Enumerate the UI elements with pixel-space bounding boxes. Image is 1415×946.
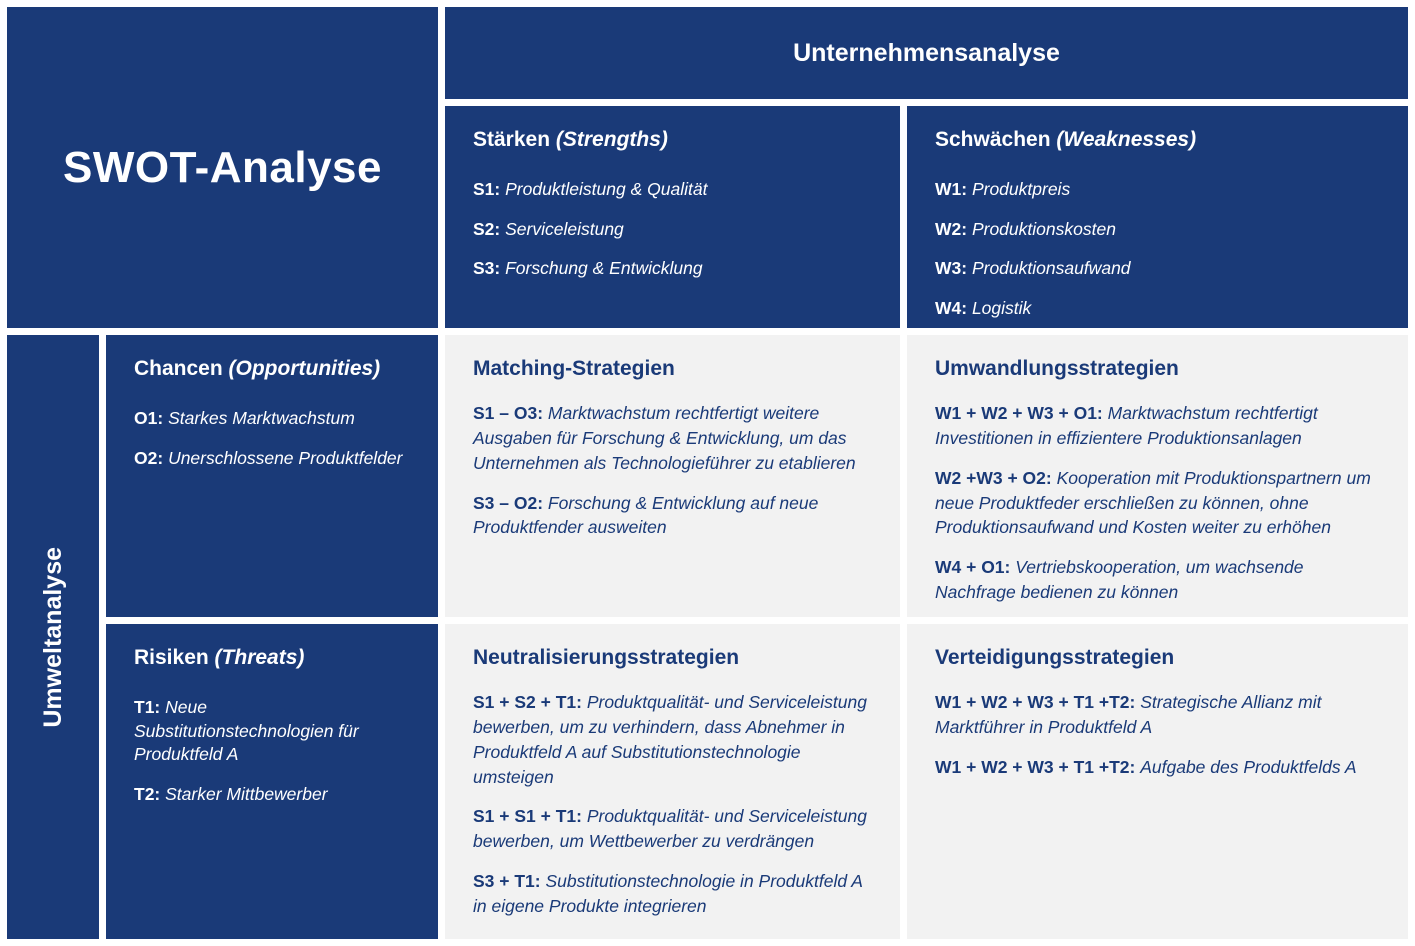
strengths-cell <box>445 106 900 328</box>
strategy-item: W1 + W2 + W3 + T1 +T2: Aufgabe des Produktfelds A <box>935 756 1357 777</box>
swot-title-cell <box>7 7 438 328</box>
environment-analysis-header-cell <box>7 335 99 939</box>
strategy-item: S1 – O3: Marktwachstum rechtfertigt weitere Ausgaben für Forschung & Entwicklung, um das Unternehmen als Technologieführer zu etablieren <box>473 403 856 473</box>
strengths-title: Stärken <box>473 128 551 151</box>
strengths-header <box>473 128 872 152</box>
weaknesses-subtitle: (Weaknesses) <box>1056 128 1197 151</box>
weaknesses-cell <box>907 106 1408 328</box>
list-item: O1: Starkes Marktwachstum <box>134 408 355 428</box>
opportunities-header <box>134 357 410 381</box>
matching-strategies-header: Matching-Strategien <box>473 357 675 380</box>
list-item: W4: Logistik <box>935 297 1032 318</box>
list-item: O2: Unerschlossene Produktfelder <box>134 447 403 468</box>
threats-cell <box>106 624 438 939</box>
neutralization-strategies-header: Neutralisierungsstrategien <box>473 646 740 669</box>
defense-strategies-cell <box>907 624 1408 939</box>
company-analysis-label: Unternehmensanalyse <box>793 38 1060 67</box>
strategy-item: S3 – O2: Forschung & Entwicklung auf neue Produktfender ausweiten <box>473 492 819 538</box>
threats-title: Risiken <box>134 646 209 669</box>
list-item: S1: Produktleistung & Qualität <box>473 179 708 199</box>
threats-header <box>134 646 410 670</box>
list-item: W3: Produktionsaufwand <box>935 258 1131 279</box>
neutralization-strategies-cell <box>445 624 900 939</box>
opportunities-title: Chancen <box>134 357 223 380</box>
strategy-item: W4 + O1: Vertriebskooperation, um wachsende Nachfrage bedienen zu können <box>935 557 1304 603</box>
strategy-item: S1 + S1 + T1: Produktqualität- und Serviceleistung bewerben, um Wettbewerber zu verdrängen <box>473 806 867 852</box>
opportunities-subtitle: (Opportunities) <box>228 357 381 380</box>
list-item: T2: Starker Mittbewerber <box>134 783 328 804</box>
page-title: SWOT-Analyse <box>63 142 382 192</box>
conversion-strategies-cell <box>907 335 1408 617</box>
strategy-item: S3 + T1: Substitutionstechnologie in Produktfeld A in eigene Produkte integrieren <box>473 871 863 916</box>
company-analysis-header-cell <box>445 7 1408 99</box>
strategy-item: W1 + W2 + W3 + O1: Marktwachstum rechtfertigt Investitionen in effizientere Produktionsanlagen <box>935 403 1318 448</box>
threats-subtitle: (Threats) <box>214 646 305 669</box>
strategy-item: S1 + S2 + T1: Produktqualität- und Serviceleistung bewerben, um zu verhindern, dass Abnehmer in Produktfeld A auf Substitutionstechnologie umsteigen <box>473 692 867 787</box>
weaknesses-header <box>935 128 1380 152</box>
list-item: W2: Produktionskosten <box>935 218 1116 239</box>
matching-strategies-cell <box>445 335 900 617</box>
environment-analysis-label: Umweltanalyse <box>38 546 67 728</box>
list-item: T1: Neue Substitutionstechnologien für Produktfeld A <box>134 697 359 765</box>
strategy-item: W1 + W2 + W3 + T1 +T2: Strategische Allianz mit Marktführer in Produktfeld A <box>935 692 1322 737</box>
list-item: S2: Serviceleistung <box>473 218 624 239</box>
conversion-strategies-header: Umwandlungsstrategien <box>935 357 1179 380</box>
weaknesses-title: Schwächen <box>935 128 1051 151</box>
defense-strategies-header: Verteidigungsstrategien <box>935 646 1175 669</box>
strategy-item: W2 +W3 + O2: Kooperation mit Produktionspartnern um neue Produktfeder erschließen zu können, ohne Produktionsaufwand und Kosten weiter zu erhöhen <box>935 467 1371 538</box>
strengths-subtitle: (Strengths) <box>555 128 668 151</box>
list-item: W1: Produktpreis <box>935 179 1071 199</box>
opportunities-cell <box>106 335 438 617</box>
list-item: S3: Forschung & Entwicklung <box>473 258 703 279</box>
